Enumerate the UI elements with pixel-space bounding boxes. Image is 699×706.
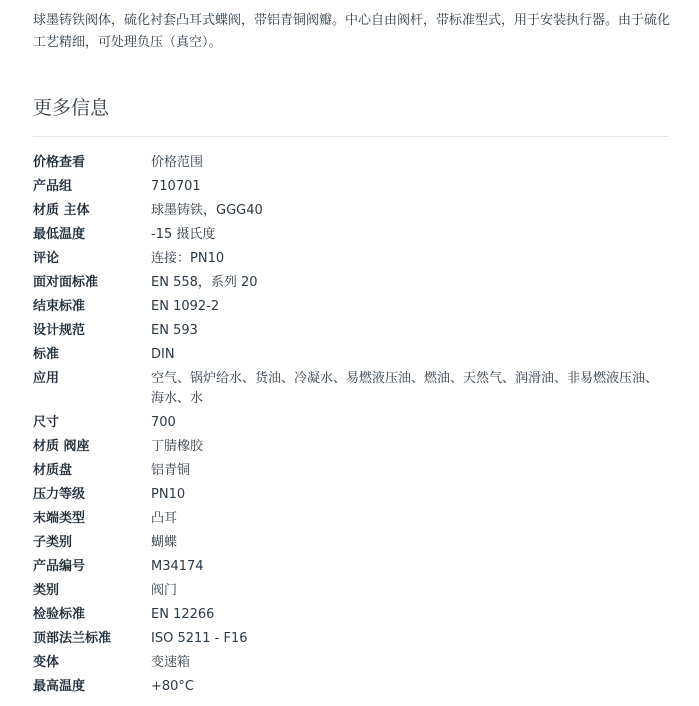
- spec-label: 末端类型: [33, 511, 86, 526]
- spec-label: 最高温度: [33, 679, 86, 694]
- spec-row-size: [33, 413, 669, 433]
- spec-label: 应用: [33, 371, 60, 386]
- spec-value: 连接：PN10: [151, 251, 225, 266]
- spec-row-face-to-face-standard: [33, 273, 669, 293]
- spec-value: 蝴蝶: [151, 535, 178, 550]
- spec-row-application: [33, 369, 669, 409]
- spec-label: 产品组: [33, 179, 73, 194]
- spec-label: 变体: [33, 655, 60, 670]
- spec-row-price-view: [33, 153, 669, 173]
- spec-value: 变速箱: [151, 655, 191, 670]
- spec-value: DIN: [151, 347, 175, 362]
- spec-value: -15 摄氏度: [151, 227, 216, 242]
- spec-value: 空气、锅炉给水、货油、冷凝水、易燃液压油、燃油、天然气、润滑油、非易燃液压油、海水、水: [151, 371, 659, 406]
- spec-value: PN10: [151, 487, 186, 502]
- spec-label: 材质 阀座: [33, 439, 90, 454]
- spec-row-variant: [33, 653, 669, 673]
- spec-label: 评论: [33, 251, 60, 266]
- spec-value: EN 12266: [151, 607, 215, 622]
- spec-label: 设计规范: [33, 323, 86, 338]
- spec-value: 丁腈橡胶: [151, 439, 204, 454]
- spec-value: 价格范围: [151, 155, 204, 170]
- spec-label: 子类别: [33, 535, 73, 550]
- spec-label: 结束标准: [33, 299, 86, 314]
- section-divider: [33, 136, 669, 137]
- spec-row-min-temperature: [33, 225, 669, 245]
- spec-value: 铝青铜: [151, 463, 191, 478]
- spec-label: 顶部法兰标准: [33, 631, 112, 646]
- spec-value: ISO 5211 - F16: [151, 631, 248, 646]
- spec-value: +80°C: [151, 679, 195, 694]
- spec-label: 材质盘: [33, 463, 73, 478]
- spec-row-end-standard: [33, 297, 669, 317]
- spec-value: 700: [151, 415, 176, 430]
- spec-row-category: [33, 581, 669, 601]
- spec-label: 检验标准: [33, 607, 86, 622]
- spec-value: EN 1092-2: [151, 299, 220, 314]
- spec-row-top-flange-standard: [33, 629, 669, 649]
- spec-label: 压力等级: [33, 487, 86, 502]
- spec-label: 产品编号: [33, 559, 86, 574]
- spec-row-standard: [33, 345, 669, 365]
- spec-row-seat-material: [33, 437, 669, 457]
- spec-label: 价格查看: [33, 155, 86, 170]
- spec-row-disc-material: [33, 461, 669, 481]
- spec-value: EN 593: [151, 323, 198, 338]
- spec-row-body-material: [33, 201, 669, 221]
- spec-row-pressure-rating: [33, 485, 669, 505]
- spec-label: 类别: [33, 583, 60, 598]
- spec-row-comment: [33, 249, 669, 269]
- spec-value: 球墨铸铁，GGG40: [151, 203, 263, 218]
- spec-row-product-group: [33, 177, 669, 197]
- spec-row-product-number: [33, 557, 669, 577]
- spec-label: 最低温度: [33, 227, 86, 242]
- spec-label: 尺寸: [33, 415, 60, 430]
- spec-label: 材质 主体: [33, 203, 90, 218]
- spec-value: 凸耳: [151, 511, 178, 526]
- spec-value: 阀门: [151, 583, 178, 598]
- spec-table: [33, 153, 669, 701]
- spec-row-design-code: [33, 321, 669, 341]
- spec-value: M34174: [151, 559, 204, 574]
- spec-label: 标准: [33, 347, 60, 362]
- product-description: 球墨铸铁阀体，硫化衬套凸耳式蝶阀，带铝青铜阀瓣。中心自由阀杆，带标准型式，用于安装执行器。由于硫化工艺精细，可处理负压（真空）。: [33, 13, 671, 50]
- spec-label: 面对面标准: [33, 275, 99, 290]
- spec-row-end-type: [33, 509, 669, 529]
- spec-value: EN 558，系列 20: [151, 275, 258, 290]
- spec-row-max-temperature: [33, 677, 669, 697]
- spec-row-test-standard: [33, 605, 669, 625]
- spec-row-subcategory: [33, 533, 669, 553]
- more-info-heading: 更多信息: [33, 97, 110, 119]
- spec-value: 710701: [151, 179, 201, 194]
